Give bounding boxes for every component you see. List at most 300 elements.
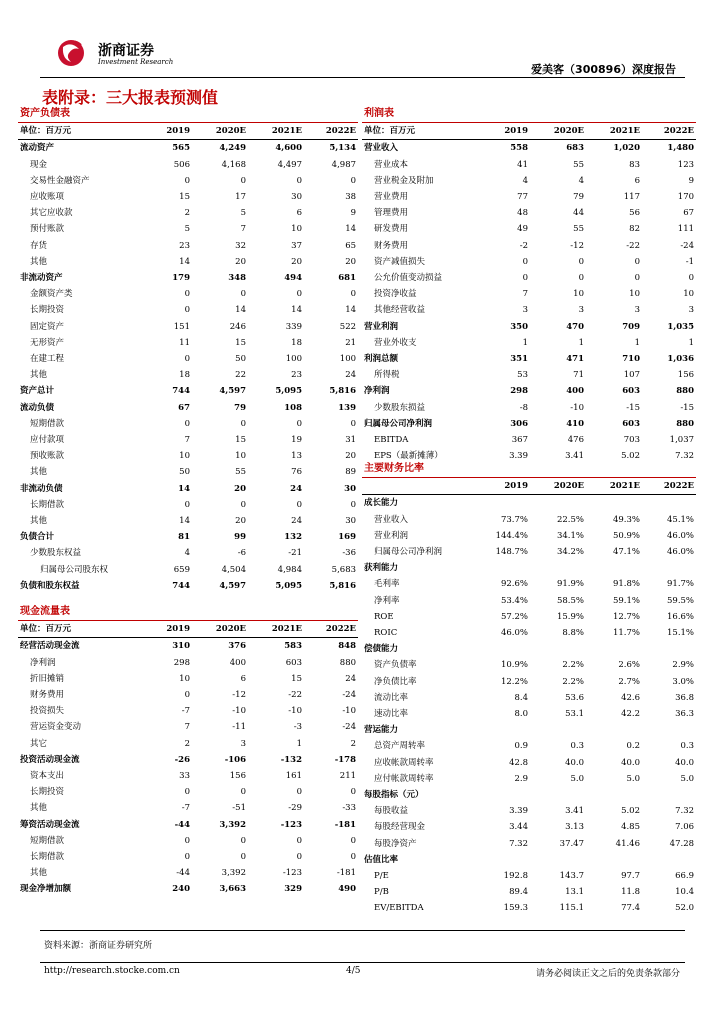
row-value: 15 — [291, 673, 302, 684]
row-value: 880 — [339, 657, 357, 668]
row-value — [474, 787, 530, 803]
row-label: 少数股东权益 — [30, 548, 82, 559]
table-row — [18, 189, 358, 205]
row-value: 30 — [345, 516, 357, 527]
table-row — [18, 671, 358, 687]
row-label: 营业收入 — [374, 514, 409, 525]
row-value: 73.7% — [500, 514, 528, 525]
row-value: 16.6% — [667, 611, 695, 622]
row-value: 14 — [291, 305, 302, 316]
row-label: 金额资产类 — [30, 289, 73, 300]
table-row — [362, 495, 696, 512]
unit-label: 单位：百万元 — [18, 123, 136, 140]
row-value: 34.2% — [556, 547, 584, 558]
row-value: 10.4 — [675, 887, 695, 898]
row-value: 41.46 — [615, 838, 640, 849]
table-row — [18, 800, 358, 816]
row-value: 139 — [338, 402, 357, 413]
table-row — [18, 881, 358, 897]
table-row — [18, 736, 358, 752]
row-value: 0.9 — [514, 741, 528, 752]
row-value: 0 — [184, 852, 190, 863]
row-label: 资产总计 — [20, 386, 55, 397]
row-value: 170 — [677, 192, 695, 203]
row-value: 79 — [573, 192, 584, 203]
row-value: 7.06 — [675, 822, 695, 833]
row-value: 47.28 — [669, 838, 695, 849]
header-divider — [40, 77, 685, 78]
section-title: 主要财务比率 — [362, 461, 696, 478]
row-value: 161 — [285, 771, 302, 782]
table-row — [362, 302, 696, 318]
row-value: 37 — [291, 240, 302, 251]
report-title: 爱美客（300896）深度报告 — [531, 63, 676, 76]
table-row — [18, 319, 358, 335]
row-value: 13.1 — [565, 887, 584, 898]
balance-sheet-table — [18, 106, 358, 594]
row-value: 4,597 — [219, 580, 246, 591]
row-value: 659 — [173, 564, 190, 575]
row-value: 92.6% — [500, 579, 528, 590]
table-row — [362, 787, 696, 803]
row-label: 应收账项 — [30, 192, 65, 203]
row-value: 0 — [184, 354, 190, 365]
row-value: 91.9% — [556, 579, 584, 590]
table-row — [362, 641, 696, 657]
row-value: 10.9% — [500, 660, 528, 671]
row-value: 59.5% — [667, 595, 695, 606]
row-value: 9 — [350, 208, 357, 219]
row-label: 归属母公司净利润 — [364, 418, 433, 429]
row-value: 65 — [345, 240, 357, 251]
row-label: 存货 — [30, 240, 48, 251]
row-value: 471 — [566, 354, 584, 365]
row-label: EPS（最新摊薄） — [374, 451, 443, 462]
year-header: 2020E — [192, 123, 248, 140]
row-value: 0 — [184, 787, 190, 798]
row-label: 净利润 — [364, 386, 390, 397]
table-row — [362, 706, 696, 722]
row-value: 14 — [345, 224, 357, 235]
row-label: 利润总额 — [364, 354, 399, 365]
row-value: -22 — [626, 240, 640, 251]
row-label: 获利能力 — [364, 563, 399, 574]
brand-logo-icon — [57, 37, 85, 67]
row-value: 67 — [683, 208, 695, 219]
row-value — [530, 495, 586, 512]
table-row — [18, 400, 358, 416]
row-value: 55 — [573, 224, 584, 235]
footer-url[interactable]: http://research.stocke.com.cn — [44, 966, 180, 976]
row-value: 20 — [235, 256, 246, 267]
row-value: 2.9 — [514, 773, 528, 784]
row-value: 11.8 — [621, 887, 640, 898]
table-row — [18, 865, 358, 881]
row-value: 5,095 — [275, 386, 302, 397]
row-label: 总资产周转率 — [374, 741, 426, 752]
row-label: 财务费用 — [374, 240, 409, 251]
row-value: 123 — [677, 159, 695, 170]
row-value: 5.0 — [570, 773, 584, 784]
row-label: EBITDA — [374, 435, 409, 446]
table-row — [362, 625, 696, 641]
row-label: 营运资金变动 — [30, 722, 82, 733]
table-row — [362, 528, 696, 544]
row-value: 67 — [178, 402, 190, 413]
table-row — [362, 221, 696, 237]
row-value: 30 — [344, 483, 357, 494]
row-value: 52.0 — [675, 903, 695, 914]
row-value: -24 — [342, 722, 357, 733]
row-label: 归属母公司净利润 — [374, 547, 443, 558]
column-header-row — [18, 621, 358, 638]
row-value: -1 — [685, 256, 695, 267]
row-label: 投资活动现金流 — [20, 754, 80, 765]
row-value: 10 — [683, 289, 695, 300]
year-header: 2021E — [586, 478, 642, 495]
table-row — [362, 416, 696, 432]
table-row — [362, 400, 696, 416]
row-value: 583 — [284, 641, 302, 652]
row-value: 2 — [184, 208, 190, 219]
row-value: 148.7% — [495, 547, 528, 558]
row-value: 4,249 — [219, 143, 246, 154]
year-header: 2022E — [642, 123, 696, 140]
row-value: 97.7 — [621, 871, 640, 882]
year-header: 2020E — [192, 621, 248, 638]
row-value: 4 — [184, 548, 190, 559]
row-label: 交易性金融资产 — [30, 175, 90, 186]
row-value: 0 — [240, 499, 246, 510]
row-value: 3.0% — [672, 676, 695, 687]
row-label: ROE — [374, 611, 394, 622]
table-row — [18, 655, 358, 671]
row-value: -44 — [176, 868, 190, 879]
year-header: 2019 — [136, 621, 192, 638]
row-value: 0 — [522, 273, 528, 284]
row-value: 20 — [291, 256, 302, 267]
row-value: 350 — [510, 321, 528, 332]
row-label: 短期借款 — [30, 418, 65, 429]
page-title: 表附录：三大报表预测值 — [42, 88, 219, 107]
row-value: -15 — [680, 402, 695, 413]
row-label: 投资净收益 — [374, 289, 417, 300]
row-value: 55 — [573, 159, 584, 170]
row-value: 367 — [511, 435, 528, 446]
row-value: 0 — [350, 852, 357, 863]
row-value: 14 — [178, 483, 190, 494]
row-value — [474, 495, 530, 512]
row-value: 23 — [179, 240, 190, 251]
row-value: 565 — [172, 143, 190, 154]
row-value: 159.3 — [503, 903, 528, 914]
row-value: 0 — [240, 418, 246, 429]
year-header: 2022E — [304, 123, 358, 140]
row-value: 17 — [235, 192, 246, 203]
row-value: 744 — [172, 580, 190, 591]
row-value: 36.3 — [675, 709, 695, 720]
row-value: 15 — [235, 337, 246, 348]
row-value: 7.32 — [675, 451, 695, 462]
row-value: 76 — [291, 467, 302, 478]
row-value: 156 — [229, 771, 246, 782]
row-value: -181 — [334, 819, 357, 830]
row-value: 376 — [228, 641, 246, 652]
row-value — [642, 852, 696, 868]
row-value: 50 — [179, 467, 190, 478]
row-label: 负债和股东权益 — [20, 580, 80, 591]
row-label: 每股经营现金 — [374, 822, 426, 833]
row-value: 0 — [522, 256, 528, 267]
row-label: 非流动资产 — [20, 273, 63, 284]
row-value: -29 — [288, 803, 302, 814]
row-label: P/B — [374, 887, 389, 898]
table-row — [362, 173, 696, 189]
row-value: 21 — [345, 337, 357, 348]
table-row — [18, 687, 358, 703]
row-value: 5 — [240, 208, 246, 219]
row-value: 0 — [350, 787, 357, 798]
row-label: 每股指标（元） — [364, 790, 424, 801]
row-value: 40.0 — [675, 757, 695, 768]
table-row — [18, 157, 358, 173]
row-value: 5.02 — [621, 806, 640, 817]
footer-divider — [40, 962, 685, 963]
table-row — [18, 335, 358, 351]
table-row — [362, 140, 696, 157]
data-source: 资料来源：浙商证券研究所 — [44, 941, 153, 951]
row-value: 83 — [629, 159, 640, 170]
row-value: 10 — [573, 289, 584, 300]
table-row — [18, 578, 358, 594]
row-label: P/E — [374, 871, 389, 882]
row-value: 71 — [573, 370, 584, 381]
row-value: 5,134 — [329, 143, 357, 154]
row-label: 营业利润 — [374, 530, 409, 541]
row-value: 603 — [622, 386, 640, 397]
row-value: 3.44 — [509, 822, 528, 833]
row-value: 143.7 — [559, 871, 584, 882]
row-value: 19 — [291, 435, 302, 446]
row-value: 603 — [285, 657, 302, 668]
row-value: 1,037 — [669, 435, 695, 446]
row-value — [586, 560, 642, 576]
row-value: -24 — [342, 690, 357, 701]
row-value: -12 — [232, 690, 246, 701]
row-value — [474, 641, 530, 657]
table-row — [18, 302, 358, 318]
row-label: 管理费用 — [374, 208, 409, 219]
row-value: 45.1% — [667, 514, 695, 525]
row-label: 其他 — [30, 803, 48, 814]
table-row — [362, 367, 696, 383]
row-value: 40.0 — [565, 757, 584, 768]
row-label: 其他 — [30, 370, 48, 381]
year-header: 2020E — [530, 123, 586, 140]
row-value: 681 — [338, 273, 357, 284]
row-value: 0 — [296, 418, 302, 429]
column-header-row — [362, 123, 696, 140]
row-value: 42.2 — [621, 709, 640, 720]
row-value — [642, 560, 696, 576]
row-value: 400 — [229, 657, 246, 668]
row-value: -106 — [224, 754, 246, 765]
row-value: -12 — [570, 240, 584, 251]
row-label: 所得税 — [374, 370, 400, 381]
row-value: -11 — [232, 722, 246, 733]
row-value: 66.9 — [675, 871, 695, 882]
row-label: EV/EBITDA — [374, 903, 424, 914]
row-value: 410 — [566, 418, 584, 429]
row-value: 179 — [172, 273, 190, 284]
row-label: 流动负债 — [20, 402, 55, 413]
row-value: 91.8% — [612, 579, 640, 590]
row-label: 应收帐款周转率 — [374, 757, 434, 768]
row-value: 30 — [291, 192, 302, 203]
row-value: 169 — [338, 532, 357, 543]
table-row — [18, 529, 358, 545]
row-value: 9 — [688, 175, 695, 186]
table-row — [18, 205, 358, 221]
row-value: 558 — [510, 143, 528, 154]
row-value: 0 — [240, 852, 246, 863]
row-value: 47.1% — [612, 547, 640, 558]
row-value: 10 — [629, 289, 640, 300]
row-value: 310 — [172, 641, 190, 652]
row-value: 2 — [184, 738, 190, 749]
row-value: -6 — [237, 548, 246, 559]
row-value: 880 — [676, 386, 695, 397]
row-value: 82 — [629, 224, 640, 235]
row-value: 5.0 — [680, 773, 695, 784]
row-value: 37.47 — [559, 838, 584, 849]
row-label: 营业税金及附加 — [374, 175, 434, 186]
row-label: 营业外收支 — [374, 337, 417, 348]
row-value: -7 — [181, 803, 190, 814]
table-row — [362, 657, 696, 673]
row-value: 24 — [291, 516, 302, 527]
row-value — [530, 641, 586, 657]
row-value: 0 — [350, 289, 357, 300]
table-row — [18, 513, 358, 529]
row-label: 资产减值损失 — [374, 256, 426, 267]
source-divider — [40, 930, 685, 931]
row-label: 营业利润 — [364, 321, 399, 332]
table-row — [18, 367, 358, 383]
row-value: 351 — [510, 354, 528, 365]
row-value — [530, 722, 586, 738]
year-header: 2020E — [530, 478, 586, 495]
row-value: 1,020 — [613, 143, 640, 154]
table-row — [18, 638, 358, 655]
section-title: 资产负债表 — [18, 106, 358, 123]
table-row — [362, 771, 696, 787]
row-value: 100 — [339, 354, 357, 365]
row-value: 306 — [510, 418, 528, 429]
row-value: -21 — [288, 548, 302, 559]
year-header: 2022E — [304, 621, 358, 638]
table-row — [362, 576, 696, 592]
row-value: 77.4 — [621, 903, 640, 914]
table-row — [18, 221, 358, 237]
row-value: 132 — [284, 532, 302, 543]
row-value: 53.1 — [565, 709, 584, 720]
row-label: 其他 — [30, 516, 48, 527]
table-row — [18, 545, 358, 561]
row-value: 1 — [688, 337, 695, 348]
row-value — [474, 722, 530, 738]
row-value: 151 — [173, 321, 190, 332]
row-value: 42.6 — [621, 692, 640, 703]
row-value: 0 — [688, 273, 695, 284]
row-value: 848 — [338, 641, 357, 652]
table-row — [362, 383, 696, 399]
table-row — [18, 416, 358, 432]
section-title: 利润表 — [362, 106, 696, 123]
row-value: 0 — [350, 499, 357, 510]
row-value: 3,663 — [219, 884, 246, 895]
row-value: 0.2 — [626, 741, 640, 752]
row-value: 1 — [522, 337, 528, 348]
table-row — [362, 609, 696, 625]
row-value — [586, 641, 642, 657]
row-label: 速动比率 — [374, 709, 409, 720]
row-value: 710 — [622, 354, 640, 365]
row-value: 348 — [228, 273, 246, 284]
row-label: 长期借款 — [30, 852, 65, 863]
row-label: ROIC — [374, 628, 398, 639]
row-value: 13 — [291, 451, 302, 462]
row-value: 3.13 — [565, 822, 584, 833]
table-row — [362, 544, 696, 560]
row-value: -24 — [680, 240, 695, 251]
row-value: 24 — [290, 483, 302, 494]
row-value: 20 — [345, 451, 357, 462]
table-row — [18, 140, 358, 157]
row-value — [586, 852, 642, 868]
row-value: -123 — [280, 819, 302, 830]
row-label: 归属母公司股东权 — [40, 564, 109, 575]
column-header-row — [362, 478, 696, 495]
table-row — [362, 884, 696, 900]
row-value: 89.4 — [509, 887, 528, 898]
row-label: 毛利率 — [374, 579, 400, 590]
row-value: 298 — [510, 386, 528, 397]
row-value: 0 — [296, 175, 302, 186]
row-value: 14 — [179, 256, 190, 267]
row-value: 192.8 — [503, 871, 528, 882]
row-label: 成长能力 — [364, 498, 399, 509]
row-value: 0 — [240, 175, 246, 186]
row-value: 11.7% — [612, 628, 640, 639]
row-label: 投资损失 — [30, 706, 65, 717]
page-header — [0, 0, 724, 80]
row-value: 18 — [291, 337, 302, 348]
table-row — [18, 286, 358, 302]
row-label: 净利润 — [30, 657, 56, 668]
table-row — [18, 254, 358, 270]
row-value: 7 — [184, 435, 190, 446]
row-label: 预付账款 — [30, 224, 65, 235]
row-value: 8.0 — [514, 709, 528, 720]
row-value: 0 — [240, 289, 246, 300]
row-value: 10 — [291, 224, 302, 235]
row-value: 1 — [296, 738, 302, 749]
row-value: 298 — [173, 657, 190, 668]
table-row — [18, 383, 358, 399]
row-value: -178 — [334, 754, 357, 765]
row-value: 490 — [338, 884, 357, 895]
